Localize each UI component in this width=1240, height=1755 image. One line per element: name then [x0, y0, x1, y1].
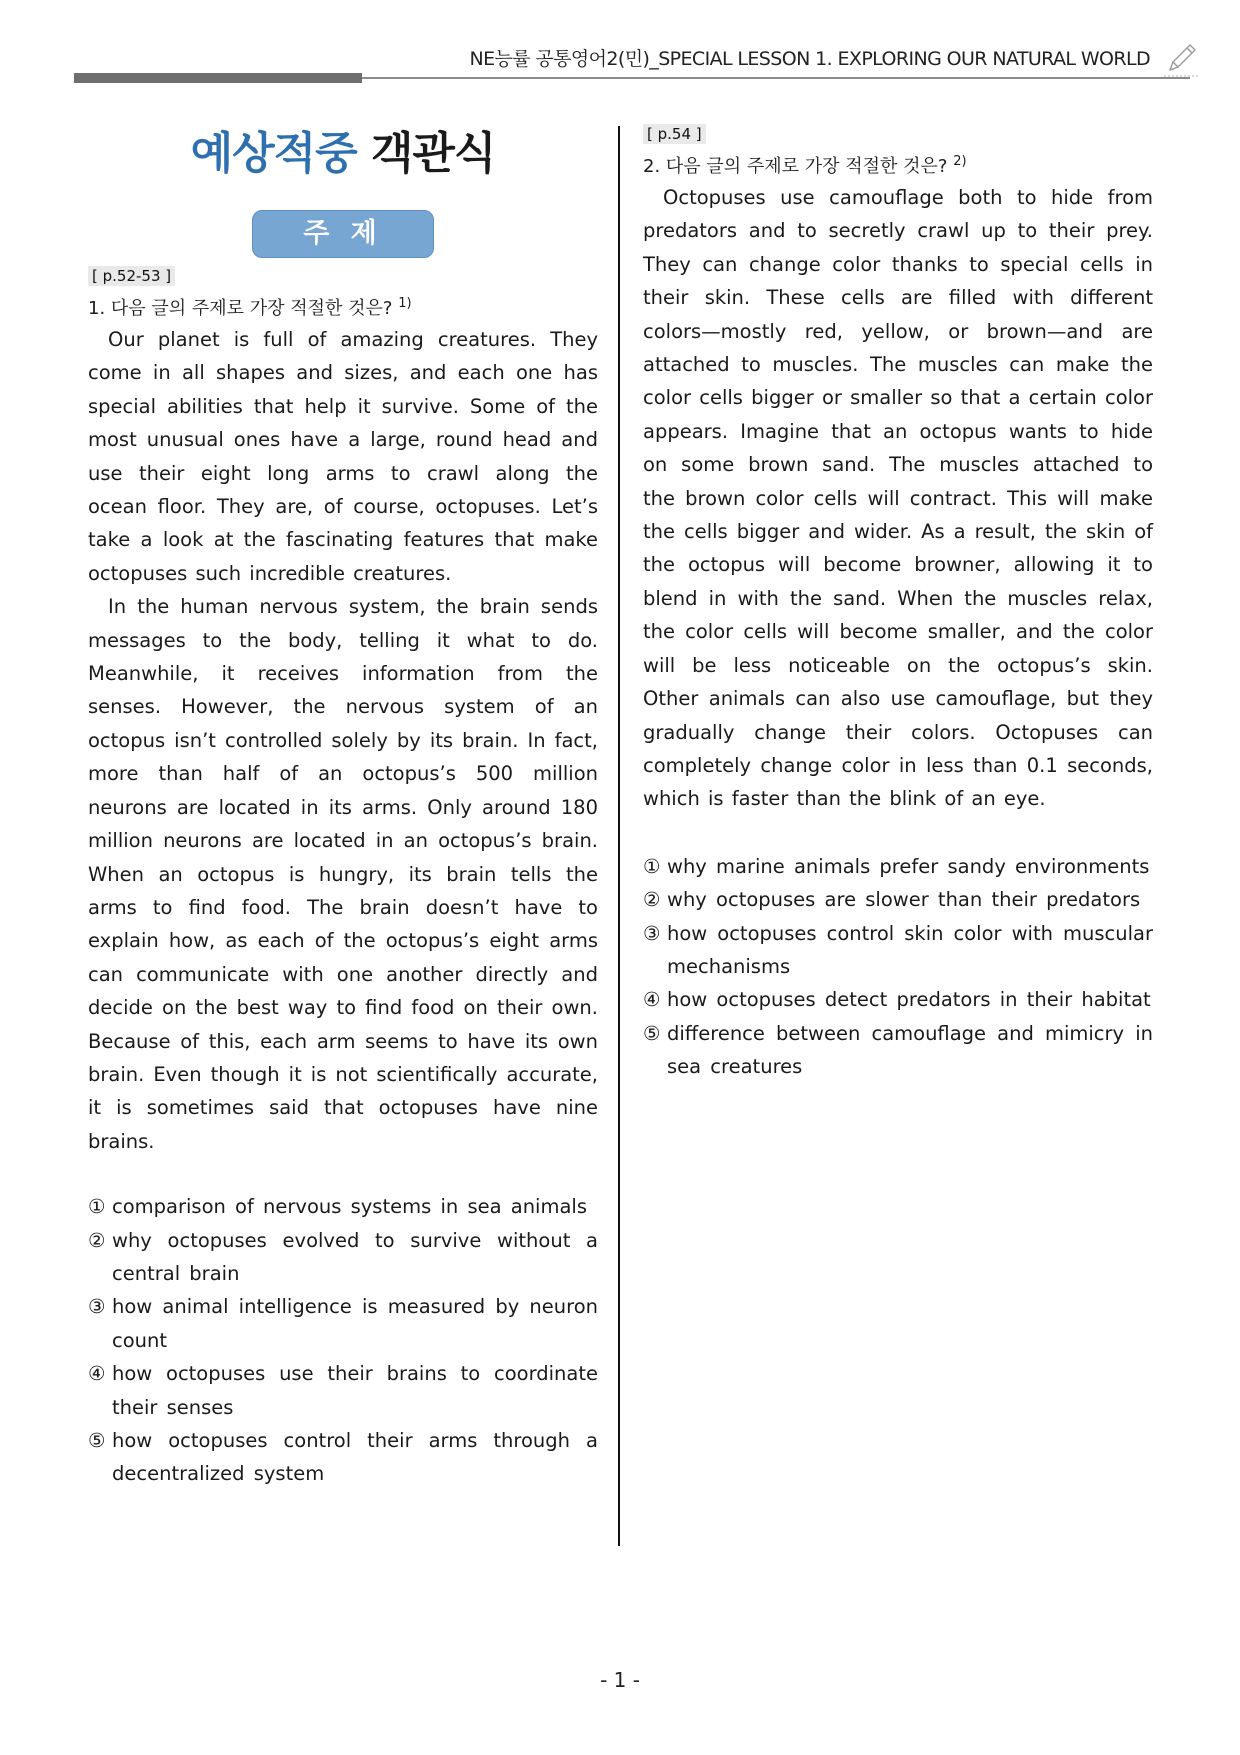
answer-choice[interactable] — [88, 1424, 598, 1491]
section-badge-wrap — [88, 210, 598, 258]
question-text: 1. 다음 글의 주제로 가장 적절한 것은? — [88, 298, 393, 319]
column-divider — [618, 126, 620, 1546]
passage-paragraph: Our planet is full of amazing creatures. They come in all shapes and sizes, and each one has special abilities that help it survive. Some of the most unusual ones have a large, round head and use their eight long arms to crawl along the ocean floor. They are, of course, octopuses. Let’s take a look at the fascinating features that make octopuses such incredible creatures. — [88, 328, 598, 585]
question-title — [643, 148, 1153, 181]
question-2 — [643, 124, 1153, 1084]
title-blue-part: 예상적중 — [190, 128, 357, 179]
answer-choice[interactable] — [88, 1290, 598, 1357]
choice-number: ④ — [88, 1362, 106, 1386]
footnote-marker: 2) — [953, 154, 967, 169]
choice-number: ③ — [643, 921, 661, 945]
header-rule-thin — [362, 77, 1190, 79]
header-title: NE능률 공통영어2(민)_SPECIAL LESSON 1. EXPLORING OUR NATURAL WORLD — [469, 48, 1150, 70]
left-column — [88, 118, 598, 1491]
answer-choice[interactable] — [88, 1224, 598, 1291]
choice-text: how animal intelligence is measured by neuron count — [112, 1295, 598, 1352]
choice-number: ③ — [88, 1295, 106, 1319]
answer-choice[interactable] — [643, 983, 1153, 1016]
choice-number: ① — [88, 1195, 106, 1219]
choice-number: ② — [643, 888, 661, 912]
right-column — [643, 118, 1153, 1084]
choice-number: ⑤ — [88, 1429, 106, 1452]
passage-paragraph: In the human nervous system, the brain sends messages to the body, telling it what to do. Meanwhile, it receives information from the senses. However, the nervous system of an octopus isn’t controlled solely by its brain. In fact, more than half of an octopus’s 500 million neurons are located in its arms. Only around 180 million neurons are located in an octopus’s brain. When an octopus is hungry, its brain tells the arms to find food. The brain doesn’t have to explain how, as each of the octopus’s eight arms can communicate with one another directly and decide on the best way to find food on their own. Because of this, each arm seems to have its own brain. Even though it is not scientifically accurate, it is sometimes said that octopuses have nine brains. — [88, 595, 598, 1153]
choice-text: why octopuses evolved to survive without a central brain — [112, 1228, 598, 1285]
footnote-marker: 1) — [398, 296, 412, 311]
choice-number: ④ — [643, 988, 661, 1012]
question-title — [88, 290, 598, 323]
answer-choice[interactable] — [643, 850, 1153, 883]
choice-number: ① — [643, 854, 661, 878]
choice-number: ⑤ — [643, 1021, 661, 1045]
passage-paragraph: Octopuses use camouflage both to hide from predators and to secretly crawl up to their prey. They can change color thanks to special cells in their skin. These cells are filled with different colors—mostly red, yellow, or brown—and are attached to muscles. The muscles can make the color cells bigger or smaller so that a certain color appears. Imagine that an octopus wants to hide on some brown sand. The muscles attached to the brown color cells will contract. This will make the cells bigger and wider. As a result, the skin of the octopus will become browner, allowing it to blend in with the sand. When the muscles relax, the color cells will become smaller, and the color will be less noticeable on the octopus’s skin. Other animals can also use camouflage, but they gradually change their colors. Octopuses can completely change color in less than 0.1 seconds, which is faster than the blink of an eye. — [643, 186, 1153, 811]
choice-text: why octopuses are slower than their predators — [667, 888, 1141, 912]
choice-text: how octopuses control their arms through a decentralized system — [112, 1429, 598, 1486]
question-text: 2. 다음 글의 주제로 가장 적절한 것은? — [643, 156, 948, 177]
choice-text: why marine animals prefer sandy environments — [667, 854, 1150, 878]
answer-choice[interactable] — [643, 917, 1153, 984]
choice-text: difference between camouflage and mimicry in sea creatures — [667, 1021, 1153, 1079]
header-rule-thick — [74, 73, 362, 83]
page-title — [88, 118, 598, 190]
choice-number: ② — [88, 1228, 106, 1252]
answer-choice[interactable] — [643, 883, 1153, 916]
page-reference: [ p.52-53 ] — [88, 266, 175, 286]
choice-text: how octopuses detect predators in their habitat — [667, 988, 1151, 1012]
title-black-part: 객관식 — [370, 128, 496, 179]
page-number: - 1 - — [600, 1668, 640, 1692]
section-badge: 주 제 — [252, 210, 434, 258]
answer-choices — [88, 1190, 598, 1491]
answer-choice[interactable] — [643, 1017, 1153, 1084]
choice-text: how octopuses use their brains to coordinate their senses — [112, 1362, 598, 1419]
question-1 — [88, 266, 598, 1491]
choice-text: how octopuses control skin color with muscular mechanisms — [667, 921, 1153, 978]
pencil-icon — [1162, 38, 1202, 78]
answer-choice[interactable] — [88, 1357, 598, 1424]
answer-choices — [643, 850, 1153, 1084]
answer-choice[interactable] — [88, 1190, 598, 1223]
page-reference: [ p.54 ] — [643, 124, 706, 144]
choice-text: comparison of nervous systems in sea animals — [112, 1195, 587, 1219]
